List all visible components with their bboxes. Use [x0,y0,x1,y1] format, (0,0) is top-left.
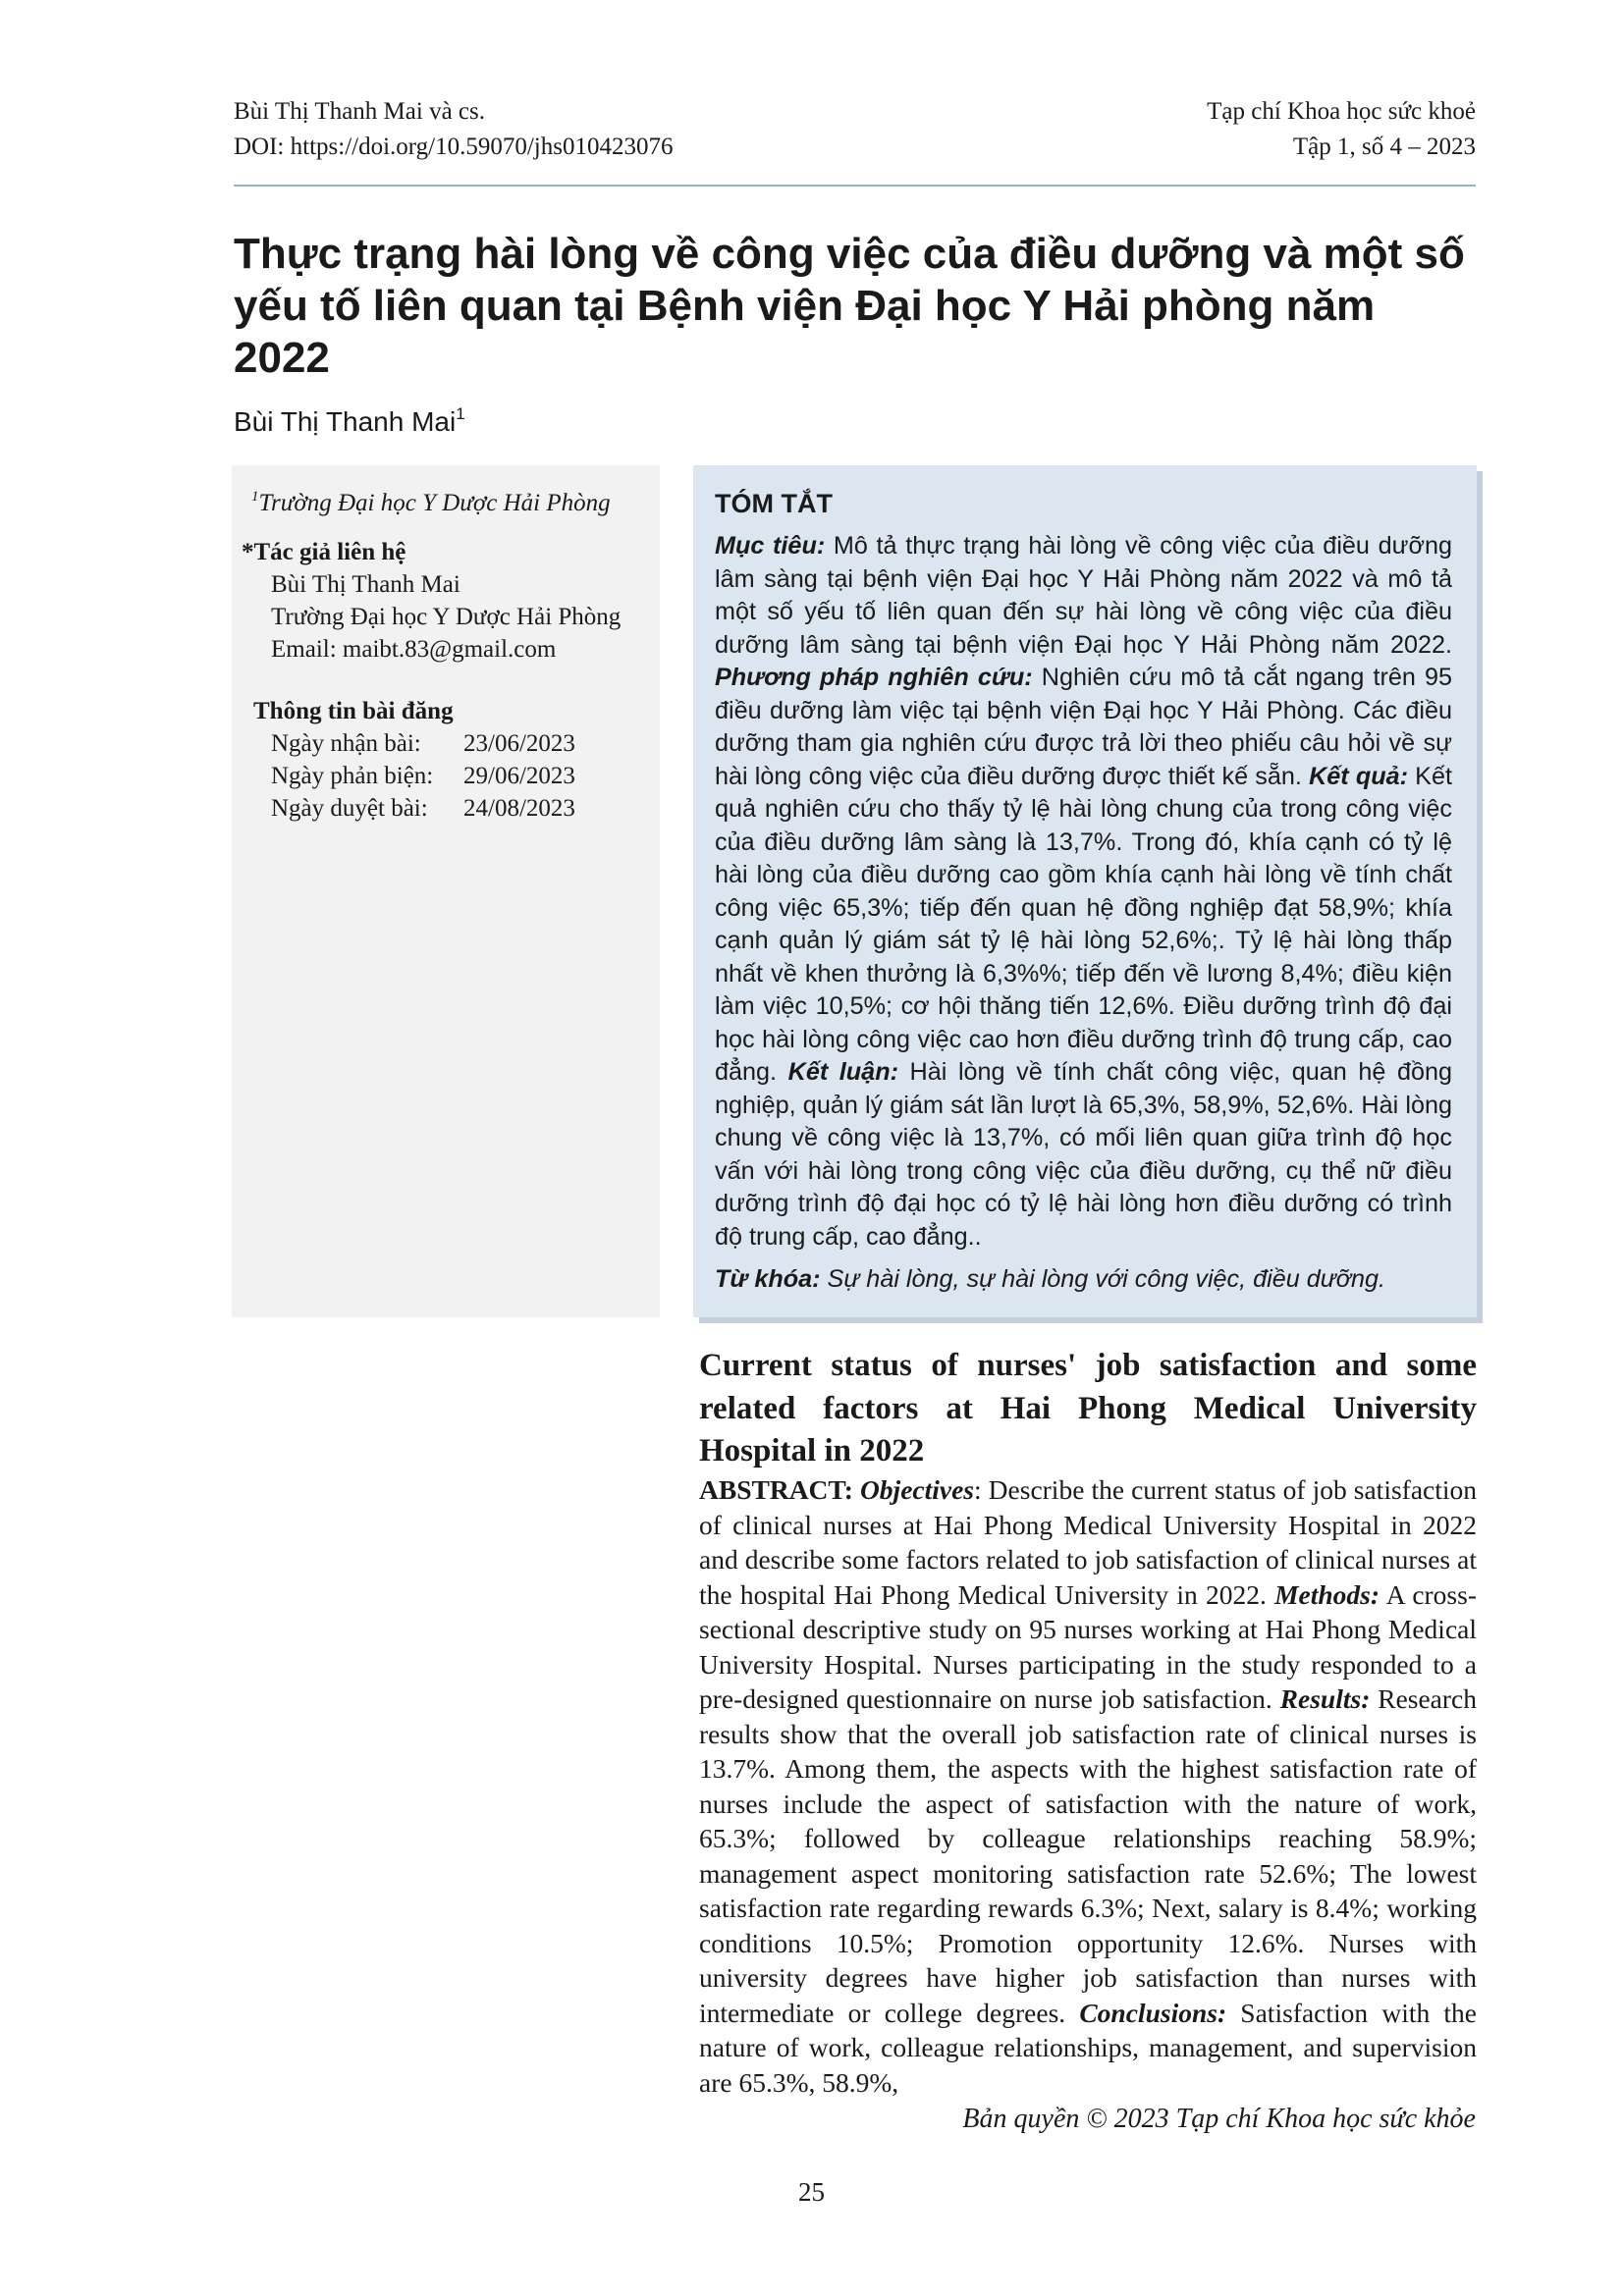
english-abstract [699,1472,1477,2100]
affiliation-mark: 1 [251,489,259,505]
results-label: Kết quả: [1309,762,1408,790]
conclusion-text: Hài lòng về tính chất công việc, quan hệ đồng nghiệp, quản lý giám sát lần lượt là 65,3%, 58,9%, 52,6%. Hài lòng chung về công việc là 13,7%, có mối liên quan giữa trình độ học vấn với hài lòng trong công việc của điều dưỡng, cụ thể nữ điều dưỡng trình độ đại học có tỷ lệ hài lòng hơn điều dưỡng có trình độ trung cấp, cao đẳng.. [715,1058,1452,1251]
doi-link[interactable]: DOI: https://doi.org/10.59070/jhs010423076 [234,133,674,160]
summary-body [715,530,1452,1254]
article-title: Thực trạng hài lòng về công việc của điều dưỡng và một số yếu tố liên quan tại Bệnh viện Đại học Y Hải phòng năm 2022 [234,230,1465,382]
header-left [234,94,673,165]
results-label-en: Results: [1279,1683,1371,1714]
contact-name: Bùi Thị Thanh Mai [271,571,460,598]
keywords [715,1263,1452,1297]
article-info-sidebar [232,465,660,1317]
corresponding-author-block [242,536,621,666]
methods-text: Nghiên cứu mô tả cắt ngang trên 95 điều dưỡng làm việc tại bệnh viện Đại học Y Hải Phòng. Các điều dưỡng tham gia nghiên cứu được trả lời theo phiếu câu hỏi về sự hài lòng công việc của điều dưỡng được thiết kế sẵn. [715,664,1452,790]
received-row [253,727,575,760]
keywords-label: Từ khóa: [715,1265,821,1293]
summary-heading: TÓM TẮT [715,489,833,518]
author-line [234,404,465,438]
author-name: Bùi Thị Thanh Mai [234,406,457,437]
conclusions-label-en: Conclusions: [1079,1997,1227,2028]
abstract-label: ABSTRACT: [699,1474,853,1505]
objective-text: Mô tả thực trạng hài lòng về công việc của điều dưỡng lâm sàng tại bệnh viện Đại học Y Hải Phòng năm 2022 và mô tả một số yếu tố liên quan đến sự hài lòng về công việc của điều dưỡng lâm sàng tại bệnh viện Đại học Y Hải Phòng năm 2022. [715,532,1452,659]
results-text-en: Research results show that the overall job satisfaction rate of clinical nurses is 13.7%. Among them, the aspects with the highest satisfaction rate of nurses include the aspect of satisfaction with the nature of work, 65.3%; followed by colleague relationships reaching 58.9%; management aspect monitoring satisfaction rate 52.6%; The lowest satisfaction rate regarding rewards 6.3%; Next, salary is 8.4%; working conditions 10.5%; Promotion opportunity 12.6%. Nurses with university degrees have higher job satisfaction than nurses with intermediate or college degrees. [699,1683,1477,2028]
accepted-date: 24/08/2023 [463,795,575,822]
contact-email[interactable]: Email: maibt.83@gmail.com [271,636,557,663]
received-date: 23/06/2023 [463,730,575,757]
journal-volume: Tập 1, số 4 – 2023 [1292,133,1476,160]
methods-text-en: A cross-sectional descriptive study on 95 nurses working at Hai Phong Medical University Hospital. Nurses participating in the study responded to a pre-designed questionnaire on nurse job satisfaction. [699,1578,1477,1714]
info-heading: Thông tin bài đăng [253,698,454,724]
vietnamese-summary-box [693,465,1477,1317]
publication-info-block [253,695,575,825]
reviewed-row [253,760,575,792]
running-author: Bùi Thị Thanh Mai và cs. [234,98,485,125]
author-affiliation-mark: 1 [456,404,465,423]
accepted-row [253,792,575,825]
methods-label-en: Methods: [1274,1578,1380,1610]
received-label: Ngày nhận bài: [271,730,421,757]
objectives-text: : Describe the current status of job satisfaction of clinical nurses at Hai Phong Medical University Hospital in 2022 and describe some factors related to job satisfaction of clinical nurses at the hospital Hai Phong Medical University in 2022. [699,1474,1478,1610]
keywords-text: Sự hài lòng, sự hài lòng với công việc, điều dưỡng. [820,1265,1385,1293]
conclusions-text-en: Satisfaction with the nature of work, colleague relationships, management, and supervision are 65.3%, 58.9%, [699,1997,1478,2098]
page-number: 25 [798,2177,825,2207]
reviewed-date: 29/06/2023 [463,763,575,789]
objectives-label: Objectives [859,1474,974,1505]
journal-name: Tạp chí Khoa học sức khoẻ [1207,98,1476,125]
page-header [234,94,1476,187]
copyright-notice: Bản quyền © 2023 Tạp chí Khoa học sức khỏe [962,2104,1476,2134]
header-right [1207,94,1476,165]
reviewed-label: Ngày phản biện: [271,763,434,789]
affiliation-text: Trường Đại học Y Dược Hải Phòng [258,490,611,516]
contact-heading: *Tác giả liên hệ [242,539,406,565]
conclusion-label: Kết luận: [787,1058,898,1086]
accepted-label: Ngày duyệt bài: [271,795,428,822]
objective-label: Mục tiêu: [715,532,826,560]
methods-label: Phương pháp nghiên cứu: [715,664,1033,691]
affiliation [251,481,611,519]
results-text: Kết quả nghiên cứu cho thấy tỷ lệ hài lòng chung của trong công việc của điều dưỡng lâm sàng là 13,7%. Trong đó, khía cạnh có tỷ lệ hài lòng của điều dưỡng cao gồm khía cạnh hài lòng về tính chất công việc 65,3%; tiếp đến quan hệ đồng nghiệp đạt 58,9%; khía cạnh quản lý giám sát tỷ lệ hài lòng 52,6%;. Tỷ lệ hài lòng thấp nhất về khen thưởng là 6,3%%; tiếp đến về lương 8,4%; điều kiện làm việc 10,5%; cơ hội thăng tiến 12,6%. Điều dưỡng trình độ đại học hài lòng công việc cao hơn điều dưỡng trình độ trung cấp, cao đẳng. [715,762,1452,1086]
contact-organization: Trường Đại học Y Dược Hải Phòng [271,604,622,630]
english-title: Current status of nurses' job satisfaction and some related factors at Hai Phong Medical University Hospital in 2022 [699,1348,1477,1468]
